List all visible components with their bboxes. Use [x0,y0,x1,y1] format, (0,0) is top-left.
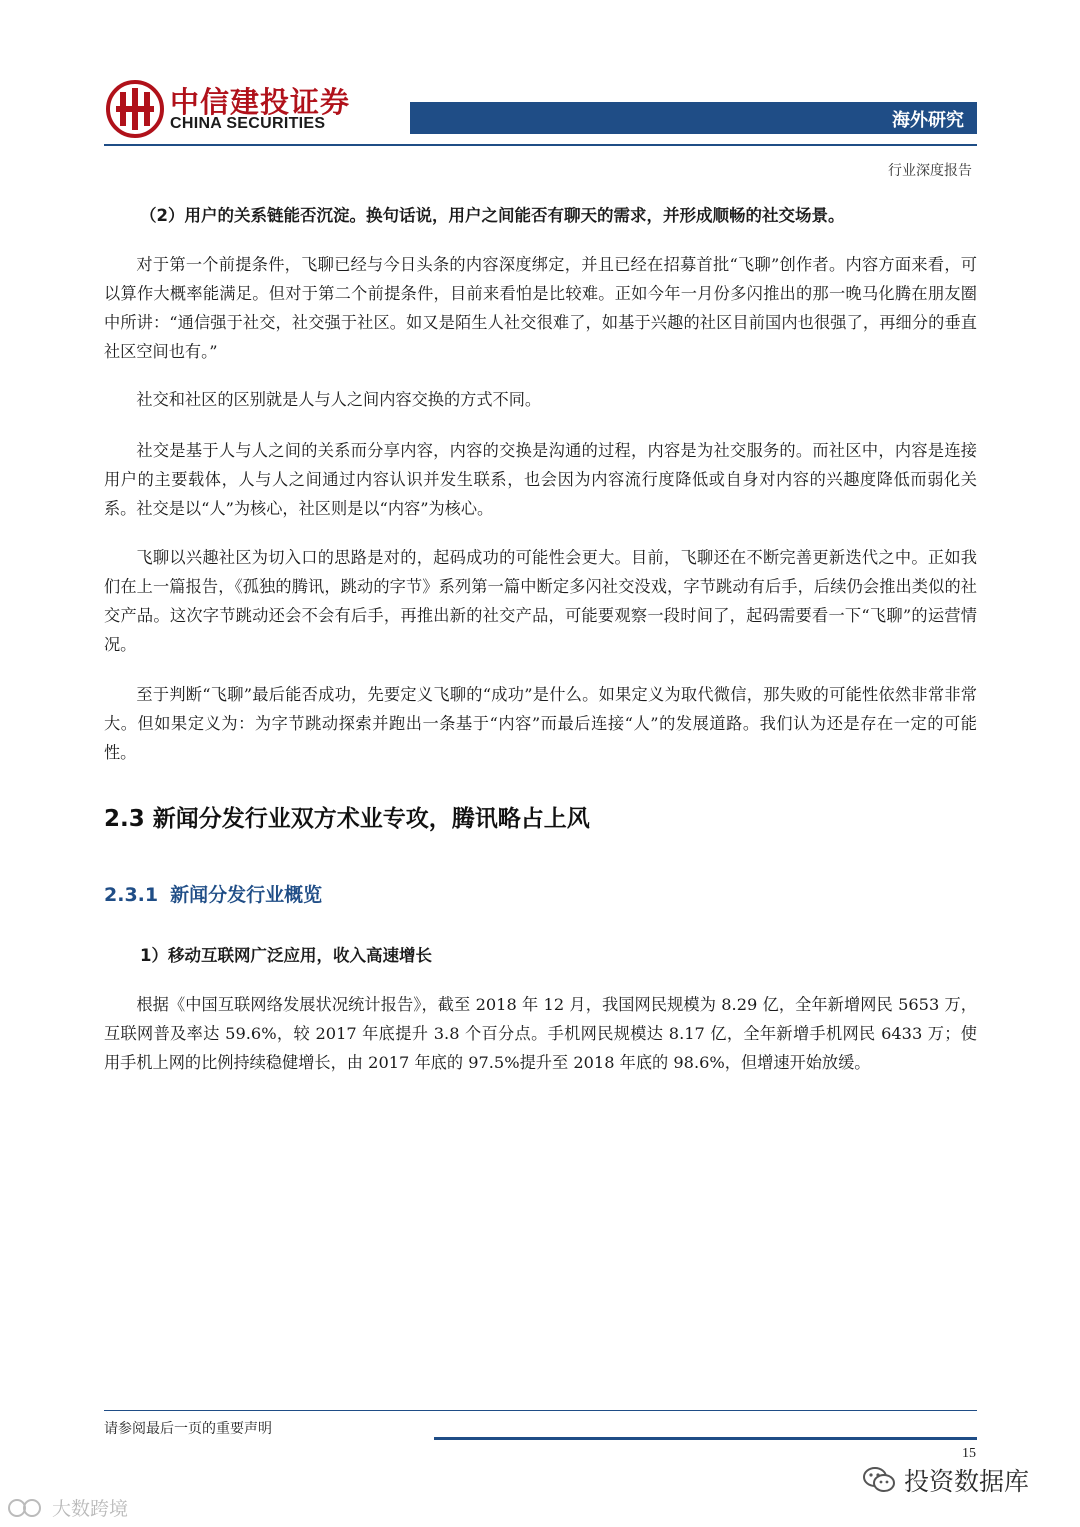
logo-english-name: CHINA SECURITIES [170,115,326,132]
watermark-left [6,1494,128,1521]
logo-chinese-name: 中信建投证券 [170,85,351,119]
page-number: 15 [962,1446,976,1461]
paragraph-4: 飞聊以兴趣社区为切入口的思路是对的，起码成功的可能性会更大。目前，飞聊还在不断完善更新迭代之中。正如我们在上一篇报告，《孤独的腾讯，跳动的字节》系列第一篇中断定多闪社交没戏，字节跳动有后手，后续仍会推出类似的社交产品。这次字节跳动还会不会有后手，再推出新的社交产品，可能要观察一段时间了，起码需要看一下“飞聊”的运营情况。 [104,548,977,654]
paragraph-6: 根据《中国互联网络发展状况统计报告》，截至 2018 年 12 月，我国网民规模为 8.29 亿，全年新增网民 5653 万，互联网普及率达 59.6%，较 2017 年底提升 3.8 个百分点。手机网民规模达 8.17 亿，全年新增手机网民 6433 万；使用手机上网的比例持续稳健增长，由 2017 年底的 97.5%提升至 2018 年底的 98.6%，但增速开始放缓。 [104,995,977,1072]
header-divider [104,144,977,146]
paragraph-1: 对于第一个前提条件，飞聊已经与今日头条的内容深度绑定，并且已经在招募首批“飞聊”创作者。内容方面来看，可以算作大概率能满足。但对于第二个前提条件，目前来看怕是比较难。正如今年一月份多闪推出的那一晚马化腾在朋友圈中所讲：“通信强于社交，社交强于社区。如又是陌生人社交很难了，如基于兴趣的社区目前国内也很强了，再细分的垂直社区空间也有。” [104,255,977,361]
watermark-logo-icon [6,1497,46,1519]
watermark-left-text: 大数跨境 [52,1498,129,1520]
watermark-right-text: 投资数据库 [904,1467,1030,1496]
footer-divider-top [104,1410,977,1411]
china-securities-logo-icon [106,80,164,138]
paragraph-2: 社交和社区的区别就是人与人之间内容交换的方式不同。 [136,390,542,409]
paragraph-5: 至于判断“飞聊”最后能否成功，先要定义飞聊的“成功”是什么。如果定义为取代微信，那失败的可能性依然非常非常大。但如果定义为：为字节跳动探索并跑出一条基于“内容”而最后连接“人”的发展道路。我们认为还是存在一定的可能性。 [104,685,977,762]
report-type: 行业深度报告 [888,163,972,179]
subsection-title: 新闻分发行业概览 [170,884,323,906]
footer-divider-bottom [434,1437,977,1440]
footer-disclaimer: 请参阅最后一页的重要声明 [104,1421,272,1437]
wechat-icon [862,1465,896,1495]
subsection-number: 2.3.1 [104,884,159,906]
section-label: 海外研究 [892,110,964,131]
subsection-heading [104,880,322,907]
section-heading: 2.3 新闻分发行业双方术业专攻，腾讯略占上风 [104,806,590,832]
paragraph-3: 社交是基于人与人之间的关系而分享内容，内容的交换是沟通的过程，内容是为社交服务的。而社区中，内容是连接用户的主要载体，人与人之间通过内容认识并发生联系，也会因为内容流行度降低或自身对内容的兴趣度降低而弱化关系。社交是以“人”为核心，社区则是以“内容”为核心。 [104,441,977,518]
subpoint-heading: 1）移动互联网广泛应用，收入高速增长 [140,946,432,965]
watermark-right [862,1462,1029,1498]
point-2-heading: （2）用户的关系链能否沉淀。换句话说，用户之间能否有聊天的需求，并形成顺畅的社交场景。 [140,206,845,225]
